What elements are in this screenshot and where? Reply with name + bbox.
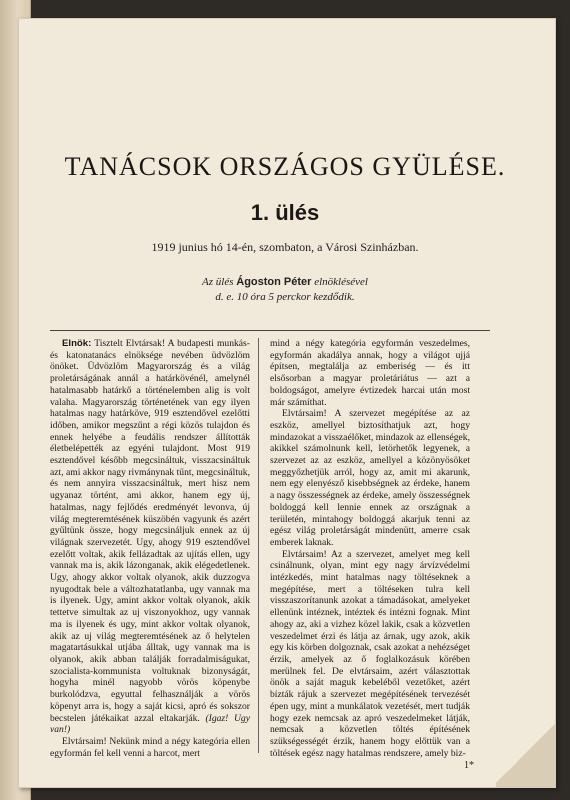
session-dateline: 1919 junius hó 14-én, szombaton, a Városi Szinházban. xyxy=(151,240,419,254)
paragraph xyxy=(50,338,250,736)
chair-name: Ágoston Péter xyxy=(236,276,312,288)
paragraph-text: Tisztelt Elvtársak! A budapesti munkás- és katonatanács elnöksége nevében üdvözlöm önöket. Üdvözlöm Magyarország és a világ proletárságának annál a határkövénél, amelynél hatalmasabb határkő a történelemben alig is volt valaha. Magyarország történetének van egy ilyen hatalmas nagy határköve, 919 esztendővel ezelőtti időben, amikor megszűnt a régi közös tulajdon és ennek helyébe a feudális rendszer állították életbelépették az egyéni tulajdont. Most 919 esztendővel később megcsináltuk, visszacsináltuk azt, ami akkor nagy rivmánynak tűnt, megcsináltuk, és nem annyira visszacsináltuk, mert hisz nem ugyanaz történt, ami akkor, hanem egy új, hatalmas, nagy fejlődés eredményét levonva, új világ megteremtésének küszöbén vagyunk és azért gyűltünk össze, hogy megcsináljuk ennek az új világnak szervezetét. Ugy, ahogy 919 esztendővel ezelőtt voltak, akik fellázadtak az ujítás ellen, ugy vannak ma is, akik lázonganak, akik elégedetlenek. Ugy, ahogy akkor voltak olyanok, akik duzzogva nyugodtak bele a változhatatlanba, ugy vannak ma is ilyenek. Ugy, amint akkor voltak olyanok, akik tettetve simultak az uj viszonyokhoz, ugy vannak ma is ilyenek és ugy, mint akkor voltak olyanok, akik az uj világ megteremtésének az ő helytelen magatartásukkal utjába álltak, ugy vannak ma is olyanok, akik abban találják forradalmiságukat, szocialista-kommunista voltuknak bizonyságát, hogyha minél nagyobb vörös köpenybe burkolódzva, egyuttal felhasználják a vörös köpenyt arra is, hogy a saját kicsi, apró és sokszor becstelen játékaikat azzal eltakarják. xyxy=(50,338,250,724)
column-divider xyxy=(258,338,259,753)
paragraph-text: Elvtársaim! Nekünk mind a négy kategória ellen egyformán fel kell venni a harcot, mert xyxy=(50,735,250,759)
heading-rule xyxy=(50,330,490,331)
paragraph xyxy=(270,408,470,548)
page-signature: 1* xyxy=(464,760,474,771)
paragraph-text: mind a négy kategória egyformán veszedelmes, egyformán akadálya annak, hogy a világot ujjá építsen, megtalálja az emberiség — és itt elsősorban a magyar proletáriátus — azt a boldogságot, amelyre évtizedek harcai után most már számíthat. xyxy=(270,338,470,408)
document-title: TANÁCSOK ORSZÁGOS GYÜLÉSE. xyxy=(64,152,506,181)
paragraph xyxy=(270,338,470,408)
paragraph-text: Elvtársaim! A szervezet megépítése az az eszköz, amellyel biztosíthatjuk azt, hogy mindazokat a visszaélőket, mindazok az ellenségek, akikkel számolnunk kell, letörhetők legyenek, a szervezet az az eszköz, amellyel a közönyösöket meggyőzhetjük arról, hogy az, amit mi akarunk, nem egy elenyésző kisebbségnek az érdeke, hanem a nagy összességnek az érdeke, amely összességnek boldoggá kell lennie ennek az országnak a területén, mintahogy boldoggá akarjuk tenni az egész világ proletárságát mindenütt, amerre csak emberek laknak. xyxy=(270,408,470,548)
session-heading: 1. ülés xyxy=(250,200,320,225)
speaker-label: Elnök: xyxy=(62,338,92,349)
presidency-after: elnöklésével xyxy=(314,276,368,288)
audience-reaction: (Igaz! Ugy van!) xyxy=(50,712,250,736)
presidency-note xyxy=(0,275,570,305)
paragraph-text: Elvtársaim! Az a szervezet, amelyet meg kell csinálnunk, olyan, mint egy nagy árvízvédelmi intézkedés, mint hatalmas nagy töltéseknek a megépítése, mert a töltéseken tulra kell visszaszorítanunk azokat a támadásokat, amelyeket ellenünk intéznek, intéztek és intézni fognak. Mint ahogy az, aki a vizhez közel lakik, csak a közvetlen veszedelmet érzi és látja az árnak, ugy azok, akik egy kis körben dolgoznak, csak azokat a nehézséget érzik, amelyek az ő foglalkozásuk körében merülnek fel. De elvtársaim, azért választottak önök a saját maguk kebeléből vezetőket, azért bízták rájuk a szervezet megépítésének tervezését épen ugy, mint a munkálatok vezetését, mert tudják hogy ezek nemcsak az apró veszedelmeket látják, nemcsak a közvetlen töltés építésének szükségességét érzik, hanem hogy előttük van a töltések egész nagy hatalmas rendszere, amely biz- xyxy=(270,548,470,759)
right-column xyxy=(270,338,470,759)
worn-page-corner xyxy=(496,718,556,788)
session-start-time: d. e. 10 óra 5 perckor kezdődik. xyxy=(215,291,355,303)
left-column xyxy=(50,338,250,759)
presidency-before: Az ülés xyxy=(202,276,234,288)
paragraph xyxy=(270,549,470,760)
paragraph xyxy=(50,736,250,759)
